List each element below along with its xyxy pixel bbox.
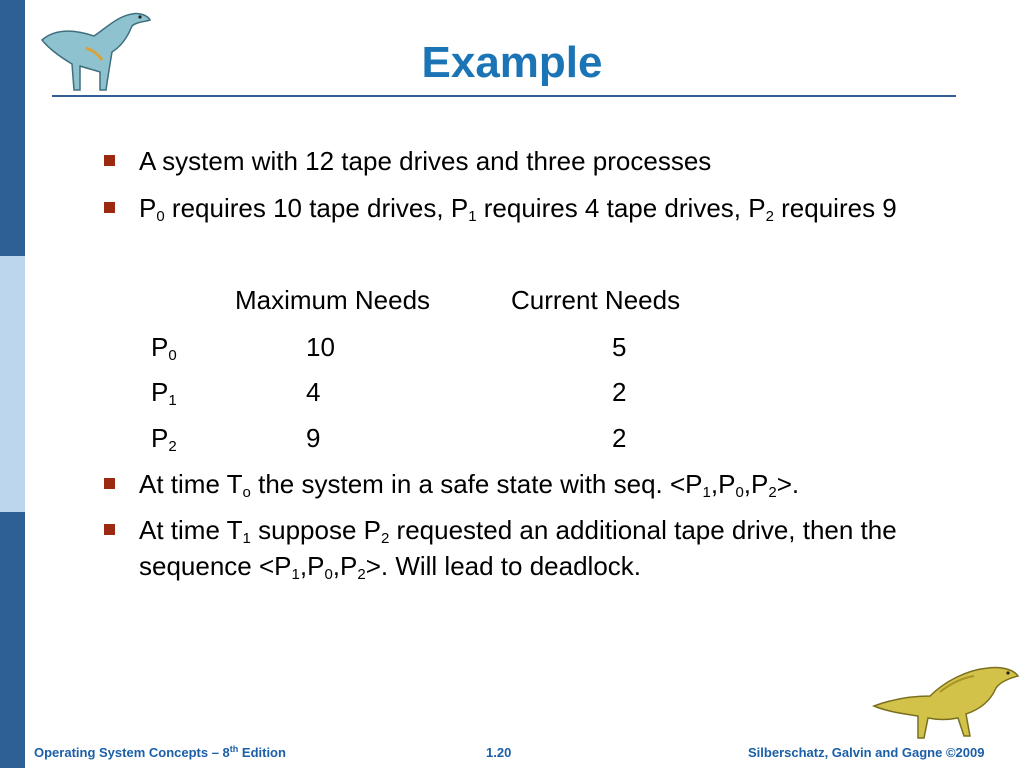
- bullet-text: At time $T_o$ the system in a safe state with seq. $<P_1,P_0,P_2>$.: [139, 469, 800, 501]
- sidebar-stripe-bottom: [0, 512, 25, 768]
- bullet-text: $P_0$ requires 10 tape drives, $P_1$ requires 4 tape drives, $P_2$ requires 9: [139, 193, 897, 225]
- bullet-square-icon: [104, 202, 115, 213]
- table-row-label: $P_0$: [151, 332, 177, 364]
- bullet-square-icon: [104, 155, 115, 166]
- table-row-label: $P_1$: [151, 377, 177, 409]
- table-cell-current: 2: [612, 423, 627, 453]
- bullet-item: [104, 143, 974, 179]
- bullet-item: [104, 190, 974, 226]
- sidebar-stripe-middle: [0, 256, 25, 512]
- bullet-square-icon: [104, 478, 115, 489]
- bullet-text: At time $T_1$ suppose $P_2$ requested an additional tape drive, then the sequence $<P_1,P_0,P_2>$. Will lead to deadlock.: [139, 515, 897, 583]
- bullet-text: A system with 12 tape drives and three processes: [139, 146, 712, 176]
- table-cell-max: 4: [306, 377, 321, 407]
- bullet-item: [104, 466, 974, 502]
- bullet-item: [104, 512, 974, 584]
- footer-copyright: Silberschatz, Galvin and Gagne ©2009: [748, 745, 985, 760]
- footer-page-number: 1.20: [486, 745, 512, 760]
- title-divider: [52, 95, 956, 97]
- table-cell-max: 10: [306, 332, 335, 362]
- dinosaur-illustration-icon: [870, 662, 1020, 742]
- footer-book-title: Operating System Concepts – 8th Edition: [34, 744, 286, 760]
- table-cell-max: 9: [306, 423, 321, 453]
- table-header-current: Current Needs: [511, 285, 681, 315]
- table-header-max: Maximum Needs: [235, 285, 431, 315]
- bullet-square-icon: [104, 524, 115, 535]
- page-title: Example: [421, 38, 603, 87]
- table-cell-current: 2: [612, 377, 627, 407]
- table-row-label: $P_2$: [151, 423, 177, 455]
- table-cell-current: 5: [612, 332, 627, 362]
